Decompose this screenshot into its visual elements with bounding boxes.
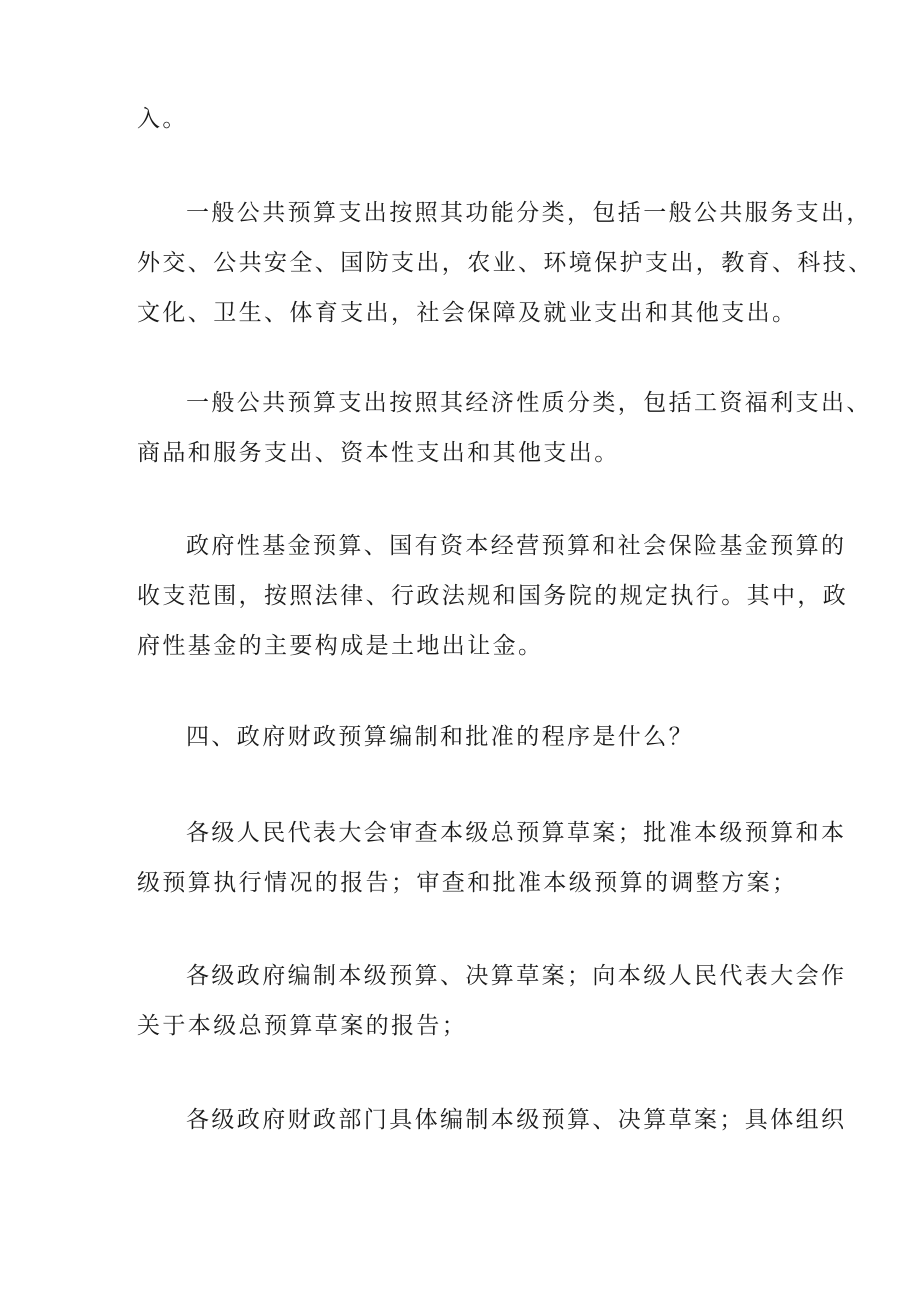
paragraph-line: 收支范围，按照法律、行政法规和国务院的规定执行。其中，政 <box>137 583 849 609</box>
paragraph-line: 入。 <box>137 106 188 132</box>
paragraph-line: 政府性基金预算、国有资本经营预算和社会保险基金预算的 <box>186 533 847 559</box>
paragraph-line: 各级政府编制本级预算、决算草案；向本级人民代表大会作 <box>186 963 847 989</box>
paragraph-line: 商品和服务支出、资本性支出和其他支出。 <box>137 440 620 466</box>
paragraph-line: 一般公共预算支出按照其功能分类，包括一般公共服务支出， <box>186 200 872 226</box>
paragraph-line: 府性基金的主要构成是土地出让金。 <box>137 633 544 659</box>
section-heading: 四、政府财政预算编制和批准的程序是什么？ <box>186 724 694 750</box>
paragraph-line: 文化、卫生、体育支出，社会保障及就业支出和其他支出。 <box>137 300 798 326</box>
paragraph-line: 各级政府财政部门具体编制本级预算、决算草案；具体组织 <box>186 1107 847 1133</box>
paragraph-line: 各级人民代表大会审查本级总预算草案；批准本级预算和本 <box>186 820 847 846</box>
paragraph-line: 一般公共预算支出按照其经济性质分类，包括工资福利支出、 <box>186 390 872 416</box>
paragraph-line: 级预算执行情况的报告；审查和批准本级预算的调整方案； <box>137 870 798 896</box>
paragraph-line: 外交、公共安全、国防支出，农业、环境保护支出，教育、科技、 <box>137 250 874 276</box>
paragraph-line: 关于本级总预算草案的报告； <box>137 1013 468 1039</box>
